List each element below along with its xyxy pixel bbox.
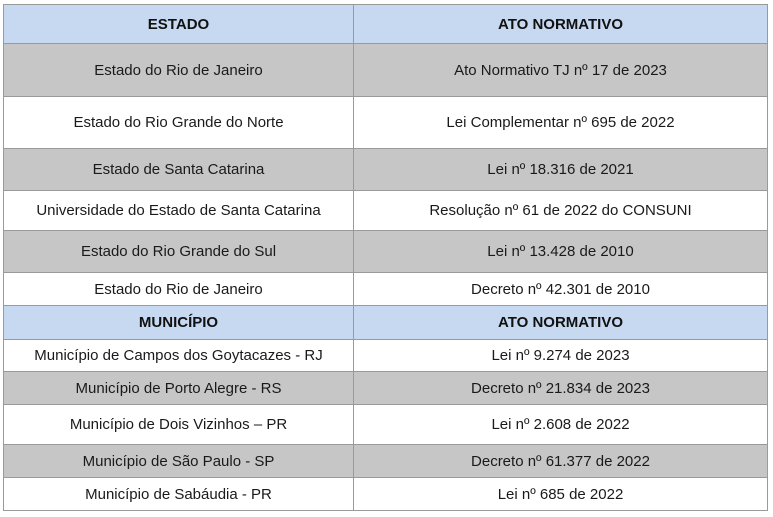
table-row xyxy=(4,149,768,191)
cell-entity: Município de São Paulo - SP xyxy=(4,445,354,478)
table-row xyxy=(4,405,768,445)
cell-act: Lei nº 2.608 de 2022 xyxy=(354,405,768,445)
table-row xyxy=(4,273,768,306)
cell-entity: Município de Porto Alegre - RS xyxy=(4,372,354,405)
cell-entity: Estado do Rio de Janeiro xyxy=(4,44,354,97)
header-cell-estado: ESTADO xyxy=(4,5,354,44)
table-row xyxy=(4,340,768,372)
cell-act: Decreto nº 42.301 de 2010 xyxy=(354,273,768,306)
section-header-row xyxy=(4,5,768,44)
cell-entity: Estado do Rio Grande do Sul xyxy=(4,231,354,273)
cell-act: Lei nº 18.316 de 2021 xyxy=(354,149,768,191)
cell-entity: Universidade do Estado de Santa Catarina xyxy=(4,191,354,231)
table-row xyxy=(4,372,768,405)
cell-act: Lei nº 13.428 de 2010 xyxy=(354,231,768,273)
table-row xyxy=(4,231,768,273)
cell-act: Decreto nº 21.834 de 2023 xyxy=(354,372,768,405)
cell-entity: Município de Dois Vizinhos – PR xyxy=(4,405,354,445)
cell-act: Lei Complementar nº 695 de 2022 xyxy=(354,97,768,149)
cell-entity: Estado de Santa Catarina xyxy=(4,149,354,191)
table-row xyxy=(4,445,768,478)
header-cell-ato-normativo: ATO NORMATIVO xyxy=(354,5,768,44)
cell-act: Lei nº 9.274 de 2023 xyxy=(354,340,768,372)
table-row xyxy=(4,478,768,511)
section-header-row xyxy=(4,306,768,340)
cell-act: Resolução nº 61 de 2022 do CONSUNI xyxy=(354,191,768,231)
cell-entity: Estado do Rio Grande do Norte xyxy=(4,97,354,149)
cell-act: Ato Normativo TJ nº 17 de 2023 xyxy=(354,44,768,97)
table-row xyxy=(4,44,768,97)
cell-entity: Município de Campos dos Goytacazes - RJ xyxy=(4,340,354,372)
normative-acts-table xyxy=(3,4,768,511)
cell-act: Lei nº 685 de 2022 xyxy=(354,478,768,511)
cell-entity: Estado do Rio de Janeiro xyxy=(4,273,354,306)
header-cell-ato-normativo: ATO NORMATIVO xyxy=(354,306,768,340)
header-cell-municipio: MUNICÍPIO xyxy=(4,306,354,340)
table-row xyxy=(4,97,768,149)
table-row xyxy=(4,191,768,231)
cell-entity: Município de Sabáudia - PR xyxy=(4,478,354,511)
cell-act: Decreto nº 61.377 de 2022 xyxy=(354,445,768,478)
